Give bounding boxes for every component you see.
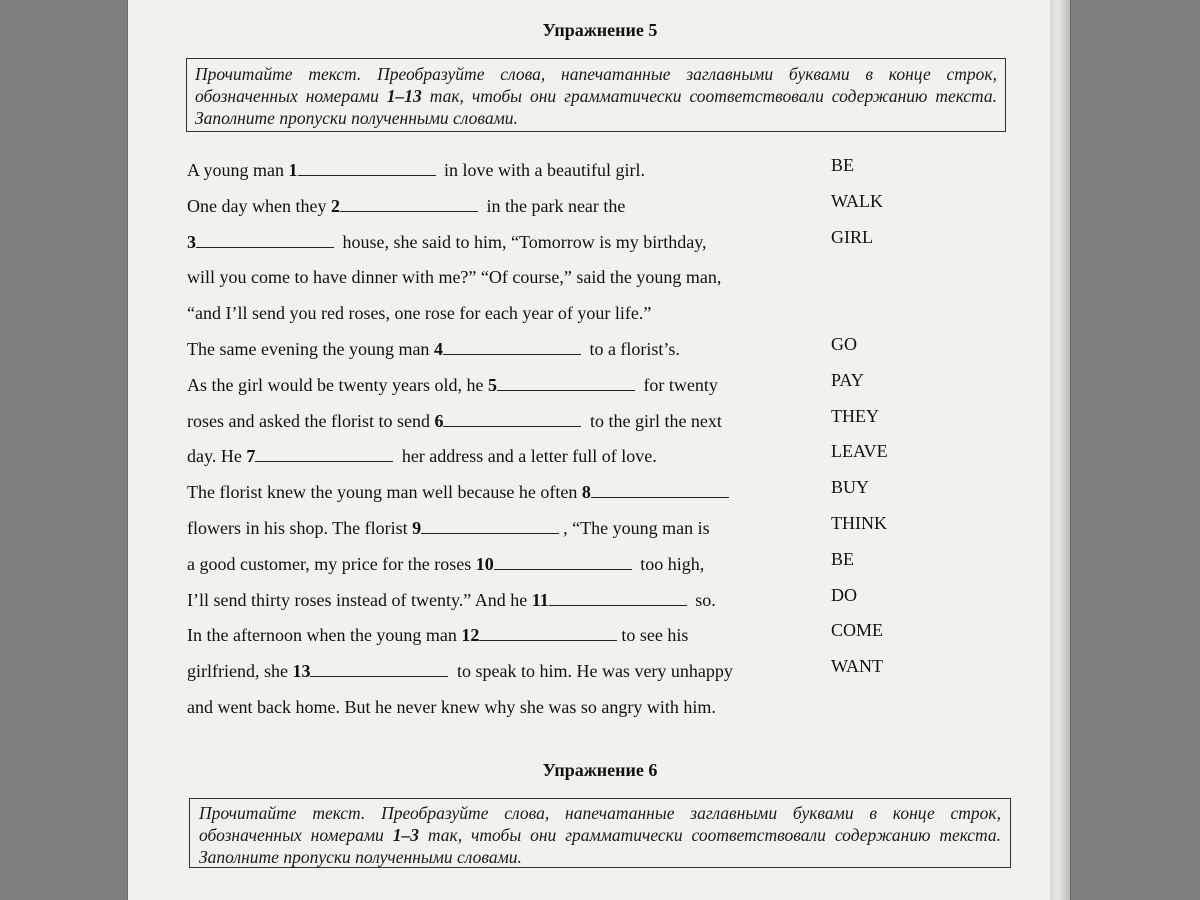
exercise6-title: Упражнение 6 bbox=[542, 760, 658, 780]
line-text: , “The young man is bbox=[563, 518, 710, 538]
text-line bbox=[187, 227, 707, 257]
keyword: BUY bbox=[831, 477, 870, 498]
text-line bbox=[187, 656, 733, 686]
gap-number: 9 bbox=[412, 518, 422, 538]
gap-number: 6 bbox=[434, 410, 444, 431]
line-text: girlfriend, she bbox=[187, 661, 293, 682]
text-line bbox=[187, 298, 651, 328]
instruction-range: 1–3 bbox=[392, 825, 419, 845]
keyword: PAY bbox=[831, 369, 864, 390]
answer-blank[interactable] bbox=[310, 658, 448, 677]
answer-blank[interactable] bbox=[443, 408, 581, 427]
exercise5-title: Упражнение 5 bbox=[542, 20, 658, 40]
line-text: to speak to him. He was very unhappy bbox=[452, 661, 733, 682]
gap-number: 7 bbox=[246, 446, 256, 467]
gap-number: 2 bbox=[330, 195, 340, 216]
line-text: As the girl would be twenty years old, he bbox=[187, 374, 488, 395]
keyword: LEAVE bbox=[831, 441, 888, 462]
line-text: will you come to have dinner with me?” “Of course,” said the young man, bbox=[187, 267, 722, 288]
text-line bbox=[187, 191, 625, 221]
answer-blank[interactable] bbox=[479, 622, 617, 641]
line-text: to the girl the next bbox=[585, 410, 722, 431]
text-line bbox=[187, 334, 680, 364]
answer-blank[interactable] bbox=[421, 515, 559, 534]
instruction-text: так, чтобы они грамматически соответствовали содержанию текста. Заполните пропуски полученными словами. bbox=[195, 86, 997, 128]
line-text: A young man bbox=[187, 160, 289, 180]
line-text: in the park near the bbox=[481, 195, 626, 216]
keyword: WANT bbox=[831, 656, 883, 677]
line-text: and went back home. But he never knew why she was so angry with him. bbox=[187, 697, 716, 717]
line-text: day. He bbox=[187, 446, 247, 467]
gap-number: 10 bbox=[475, 553, 494, 574]
instruction-text: так, чтобы они грамматически соответствовали содержанию текста. Заполните пропуски полученными словами. bbox=[199, 825, 1002, 867]
text-line bbox=[187, 513, 710, 543]
text-line bbox=[187, 262, 721, 292]
instruction-text: Прочитайте текст. Преобразуйте слова, напечатанные заглавными буквами в конце строк, обозначенных номерами bbox=[195, 64, 997, 106]
gap-number: 3 bbox=[187, 231, 196, 252]
keyword: WALK bbox=[831, 190, 883, 211]
answer-blank[interactable] bbox=[497, 372, 635, 391]
text-line bbox=[187, 620, 688, 650]
line-text: “and I’ll send you red roses, one rose for each year of your life.” bbox=[187, 303, 652, 324]
line-text: roses and asked the florist to send bbox=[187, 410, 435, 431]
gap-number: 5 bbox=[487, 374, 497, 395]
text-line bbox=[187, 370, 718, 400]
keyword: BE bbox=[831, 548, 855, 569]
line-text: The florist knew the young man well because he often bbox=[187, 482, 582, 503]
text-line bbox=[187, 441, 657, 471]
keyword: THINK bbox=[831, 513, 887, 533]
text-line bbox=[187, 155, 645, 185]
text-line bbox=[187, 549, 704, 579]
answer-blank[interactable] bbox=[340, 193, 478, 212]
answer-blank[interactable] bbox=[196, 229, 334, 248]
answer-blank[interactable] bbox=[494, 551, 632, 570]
gap-number: 12 bbox=[461, 625, 480, 646]
gap-number: 11 bbox=[531, 589, 549, 610]
answer-blank[interactable] bbox=[549, 587, 687, 606]
line-text: In the afternoon when the young man bbox=[187, 625, 462, 646]
answer-blank[interactable] bbox=[255, 443, 393, 462]
line-text: to see his bbox=[621, 625, 689, 646]
line-text: in love with a beautiful girl. bbox=[439, 160, 645, 180]
line-text: The same evening the young man bbox=[187, 339, 434, 359]
line-text: a good customer, my price for the roses bbox=[187, 553, 476, 574]
text-line bbox=[187, 477, 733, 507]
keyword: COME bbox=[831, 620, 884, 641]
answer-blank[interactable] bbox=[298, 157, 436, 176]
line-text: for twenty bbox=[638, 374, 718, 395]
line-text: I’ll send thirty roses instead of twenty.” And he bbox=[187, 589, 532, 610]
keyword: GIRL bbox=[831, 226, 873, 247]
exercise5-instruction bbox=[186, 58, 1006, 132]
gap-number: 13 bbox=[292, 661, 311, 682]
keyword: BE bbox=[831, 155, 855, 175]
line-text: her address and a letter full of love. bbox=[397, 446, 657, 467]
exercise6-instruction bbox=[189, 798, 1011, 868]
line-text: flowers in his shop. The florist bbox=[187, 518, 413, 538]
line-text: too high, bbox=[635, 553, 705, 574]
instruction-range: 1–13 bbox=[386, 86, 422, 106]
text-line bbox=[187, 692, 716, 722]
keyword: DO bbox=[831, 584, 857, 605]
answer-blank[interactable] bbox=[591, 479, 729, 498]
keyword: THEY bbox=[831, 405, 879, 426]
line-text: One day when they bbox=[187, 195, 331, 216]
line-text: house, she said to him, “Tomorrow is my birthday, bbox=[338, 231, 707, 252]
keyword: GO bbox=[831, 334, 857, 354]
text-line bbox=[187, 585, 716, 615]
gap-number: 4 bbox=[433, 339, 443, 359]
gap-number: 8 bbox=[581, 482, 591, 503]
line-text: to a florist’s. bbox=[584, 339, 680, 359]
text-line bbox=[187, 406, 722, 436]
instruction-text: Прочитайте текст. Преобразуйте слова, напечатанные заглавными буквами в конце строк, обозначенных номерами bbox=[199, 803, 1001, 845]
answer-blank[interactable] bbox=[443, 336, 581, 355]
line-text: so. bbox=[690, 589, 716, 610]
gap-number: 1 bbox=[288, 160, 298, 180]
